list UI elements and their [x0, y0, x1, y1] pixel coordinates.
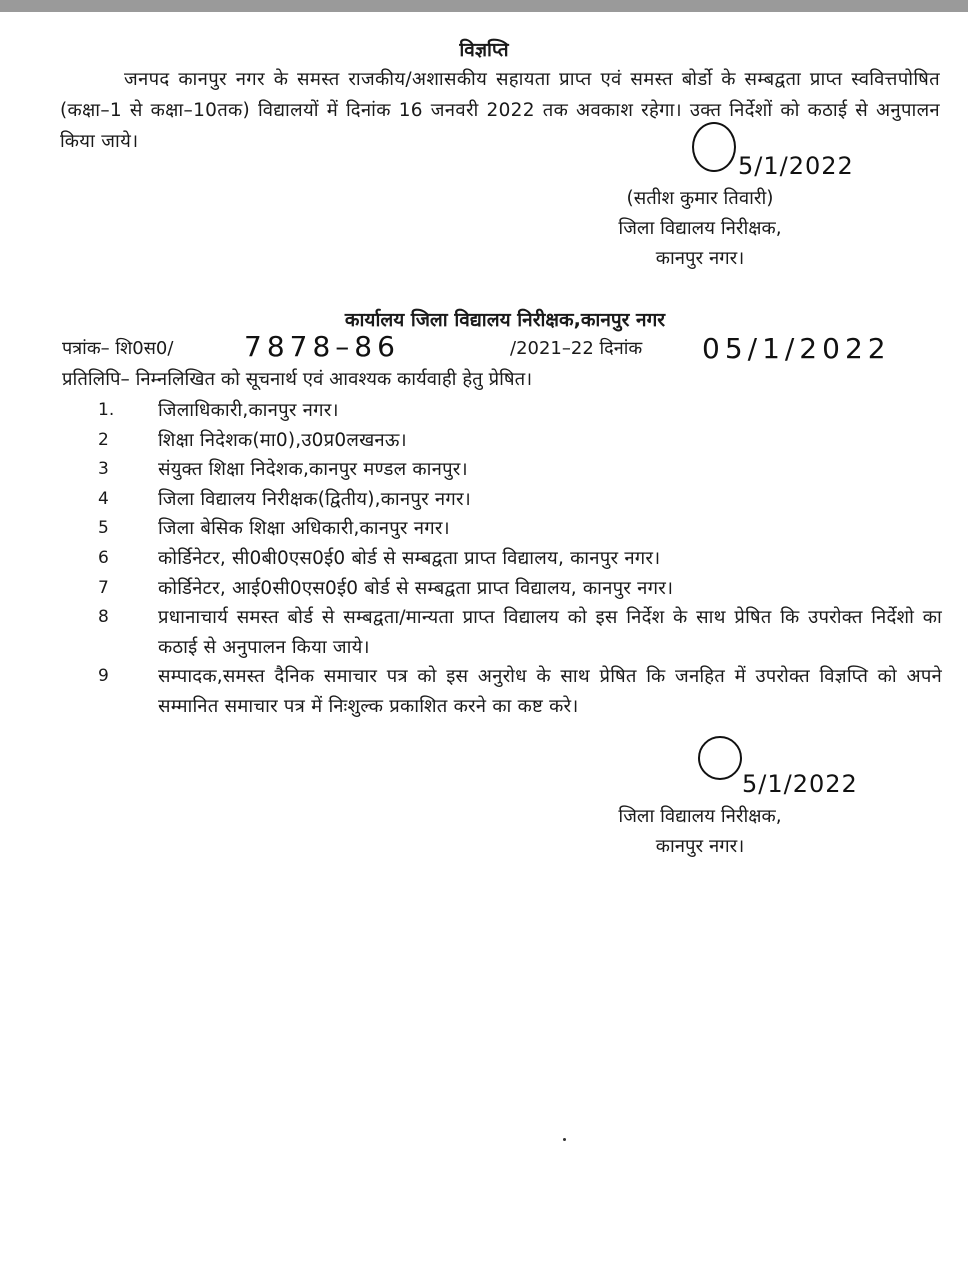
office-header: कार्यालय जिला विद्यालय निरीक्षक,कानपुर नगर [344, 309, 666, 331]
signatory-block [560, 184, 840, 274]
handwritten-signature [698, 736, 742, 780]
signature-date: 5/1/2022 [738, 152, 854, 180]
reference-number: 7878–86 [244, 330, 400, 363]
list-item: 3 संयुक्त शिक्षा निदेशक,कानपुर मण्डल कानपुर। [98, 459, 468, 481]
reference-year: /2021–22 दिनांक [510, 338, 643, 359]
notice-title: विज्ञप्ति [459, 39, 509, 61]
list-item: 7 कोर्डिनेटर, आई0सी0एस0ई0 बोर्ड से सम्बद्वता प्राप्त विद्यालय, कानपुर नगर। [98, 577, 674, 599]
list-item: 8 प्रधानाचार्य समस्त बोर्ड से सम्बद्वता/मान्यता प्राप्त विद्यालय को इस निर्देश के साथ प्रेषित कि उपरोक्त निर्देशो का कठाई से अनुपालन किया जाये। [98, 607, 942, 658]
signatory-place: कानपुर नगर। [655, 248, 745, 269]
notice-body: जनपद कानपुर नगर के समस्त राजकीय/अशासकीय सहायता प्राप्त एवं समस्त बोर्डो के सम्बद्वता प्राप्त स्ववित्तपोषित (कक्षा–1 से कक्षा–10तक) विद्यालयों में दिनांक 16 जनवरी 2022 तक अवकाश रहेगा। उक्त निर्देशों को कठाई से अनुपालन किया जाये। [60, 69, 940, 152]
reference-date: 05/1/2022 [702, 332, 891, 365]
list-item: 1. जिलाधिकारी,कानपुर नगर। [98, 400, 339, 421]
copy-intro: प्रतिलिपि– निम्नलिखित को सूचनार्थ एवं आवश्यक कार्यवाही हेतु प्रेषित। [62, 369, 533, 390]
list-item: 9 सम्पादक,समस्त दैनिक समाचार पत्र को इस अनुरोध के साथ प्रेषित कि जनहित में उपरोक्त विज्ञप्ति को अपने सम्मानित समाचार पत्र में निःशुल्क प्रकाशित करने का कष्ट करे। [98, 666, 942, 717]
list-item: 4 जिला विद्यालय निरीक्षक(द्वितीय),कानपुर नगर। [98, 488, 471, 510]
signatory-designation: जिला विद्यालय निरीक्षक, [618, 218, 782, 239]
closing-designation: जिला विद्यालय निरीक्षक, [618, 806, 782, 827]
closing-signature-date: 5/1/2022 [742, 770, 858, 798]
scan-top-edge [0, 0, 968, 12]
recipient-list [62, 396, 942, 722]
handwritten-signature [692, 122, 736, 172]
scan-speck [563, 1138, 566, 1141]
reference-line [62, 330, 942, 366]
list-item: 5 जिला बेसिक शिक्षा अधिकारी,कानपुर नगर। [98, 518, 450, 540]
signatory-name: (सतीश कुमार तिवारी) [626, 188, 774, 209]
reference-prefix: पत्रांक– शि0स0/ [62, 338, 174, 359]
list-item: 2 शिक्षा निदेशक(मा0),उ0प्र0लखनऊ। [98, 429, 407, 451]
list-item: 6 कोर्डिनेटर, सी0बी0एस0ई0 बोर्ड से सम्बद्वता प्राप्त विद्यालय, कानपुर नगर। [98, 547, 661, 569]
closing-place: कानपुर नगर। [655, 836, 745, 857]
closing-signatory-block [560, 802, 840, 862]
